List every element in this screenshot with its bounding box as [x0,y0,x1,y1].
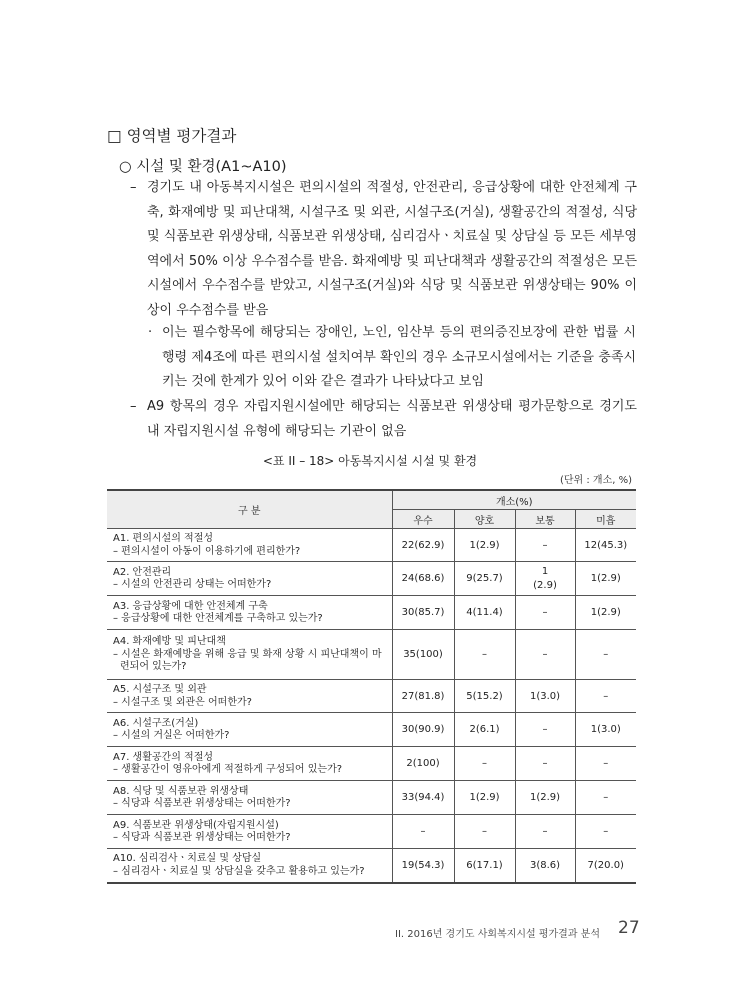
item-title: A1. 편의시설의 적절성 [113,533,214,544]
table-row [107,680,636,713]
paragraph-summary-text: 경기도 내 아동복지시설은 편의시설의 적절성, 안전관리, 응급상황에 대한 안전체계 구축, 화재예방 및 피난대책, 시설구조 및 외관, 시설구조(거실), 생활공간의 적절성, 식당 및 식품보관 위생상태, 식품보관 위생상태, 심리검사ㆍ치료실 및 상담실 등 모든 세부영역에서 50% 이상 우수점수를 받음. 화재예방 및 피난대책과 생활공간의 적절성은 모든 시설에서 우수점수를 받았고, 시설구조(거실)와 식당 및 식품보관 위생상태는 90% 이상이 우수점수를 받음 [147,180,637,318]
value-cell: 24(68.6) [392,562,454,596]
item-title: A6. 시설구조(거실) [113,717,199,729]
header-item: 구 분 [107,490,392,529]
value-cell: 19(54.3) [392,849,454,883]
value-cell: 2(6.1) [454,713,515,747]
column-header: 미흡 [575,510,636,529]
value-cell: 2(100) [392,747,454,781]
item-question: – 편의시설이 아동이 이용하기에 편리한가? [113,545,301,557]
item-cell [107,630,392,680]
running-title: II. 2016년 경기도 사회복지시설 평가결과 분석 [395,929,600,940]
table-row [107,529,636,562]
evaluation-table [107,489,636,884]
value-cell: – [575,815,636,849]
value-cell: 33(94.4) [392,781,454,815]
item-title: A9. 식품보관 위생상태(자립지원시설) [113,819,279,831]
dash-bullet: – [130,180,137,195]
value-cell: 7(20.0) [575,849,636,883]
value-cell: – [575,680,636,713]
item-title: A4. 화재예방 및 피난대책 [113,636,226,648]
item-question: – 식당과 식품보관 위생상태는 어떠한가? [113,798,291,809]
item-question: – 심리검사ㆍ치료실 및 상담실을 갖추고 활용하고 있는가? [113,865,365,877]
value-cell: 5(15.2) [454,680,515,713]
item-title: A5. 시설구조 및 외관 [113,684,207,695]
table-row [107,781,636,815]
paragraph-summary [130,176,650,323]
column-header: 우수 [392,510,454,529]
value-cell: 30(90.9) [392,713,454,747]
dot-bullet: · [148,325,153,340]
section-heading: □ 영역별 평가결과 [107,127,237,145]
item-cell [107,747,392,781]
item-title: A2. 안전관리 [113,566,172,578]
table-row [107,713,636,747]
column-header: 보통 [515,510,575,529]
item-question: – 시설의 안전관리 상태는 어떠한가? [113,579,272,590]
value-cell: 1(3.0) [515,680,575,713]
subsection-heading: ○ 시설 및 환경(A1~A10) [119,159,287,175]
value-cell: 4(11.4) [454,596,515,630]
item-title: A7. 생활공간의 적절성 [113,751,214,763]
value-cell: – [392,815,454,849]
item-question: – 식당과 식품보관 위생상태는 어떠한가? [113,832,291,843]
paragraph-note [148,321,648,395]
item-cell [107,815,392,849]
item-question: – 시설은 화재예방을 위해 응급 및 화재 상황 시 피난대책이 마련되어 있는가? [113,648,382,673]
table-row [107,815,636,849]
value-cell: 1(2.9) [515,781,575,815]
table-row [107,849,636,883]
item-question: – 시설구조 및 외관은 어떠한가? [113,696,252,708]
page-number: 27 [618,918,640,938]
item-cell [107,849,392,883]
value-cell: – [515,747,575,781]
paragraph-a9-text: A9 항목의 경우 자립지원시설에만 해당되는 식품보관 위생상태 평가문항으로 경기도 내 자립지원시설 유형에 해당되는 기관이 없음 [147,399,637,439]
value-cell: – [454,747,515,781]
value-cell: 22(62.9) [392,529,454,562]
value-cell: – [515,529,575,562]
value-cell: – [515,713,575,747]
item-question: – 시설의 거실은 어떠한가? [113,730,230,741]
item-cell [107,713,392,747]
value-cell: – [575,630,636,680]
value-cell: 30(85.7) [392,596,454,630]
item-title: A8. 식당 및 식품보관 위생상태 [113,785,249,797]
value-cell: 1(2.9) [575,562,636,596]
value-cell: 1(2.9) [575,596,636,630]
column-header: 양호 [454,510,515,529]
table-row [107,596,636,630]
value-cell: 1 (2.9) [515,562,575,596]
item-question: – 생활공간이 영유아에게 적절하게 구성되어 있는가? [113,764,343,775]
item-question: – 응급상황에 대한 안전체계를 구축하고 있는가? [113,613,323,624]
value-cell: 1(2.9) [454,781,515,815]
table-row [107,630,636,680]
table-unit: (단위 : 개소, %) [559,475,632,486]
value-cell: – [515,630,575,680]
header-group: 개소(%) [392,490,636,510]
table-row [107,562,636,596]
item-cell [107,562,392,596]
value-cell: 35(100) [392,630,454,680]
value-cell: 9(25.7) [454,562,515,596]
value-cell: 27(81.8) [392,680,454,713]
table-caption: <표 II – 18> 아동복지시설 시설 및 환경 [262,454,478,468]
value-cell: – [454,630,515,680]
value-cell: 3(8.6) [515,849,575,883]
paragraph-note-text: 이는 필수항목에 해당되는 장애인, 노인, 임산부 등의 편의증진보장에 관한 법률 시행령 제4조에 따른 편의시설 설치여부 확인의 경우 소규모시설에서는 기준을 충족시키는 것에 한계가 있어 이와 같은 결과가 나타났다고 보임 [162,325,636,389]
value-cell: 12(45.3) [575,529,636,562]
item-cell [107,680,392,713]
value-cell: – [575,781,636,815]
paragraph-a9 [130,395,650,444]
item-cell [107,596,392,630]
item-title: A10. 심리검사ㆍ치료실 및 상담실 [113,853,262,865]
value-cell: – [454,815,515,849]
value-cell: 1(2.9) [454,529,515,562]
table-row [107,747,636,781]
value-cell: – [515,596,575,630]
value-cell: – [575,747,636,781]
value-cell: 1(3.0) [575,713,636,747]
dash-bullet: – [130,399,137,414]
item-cell [107,529,392,562]
item-cell [107,781,392,815]
value-cell: 6(17.1) [454,849,515,883]
value-cell: – [515,815,575,849]
item-title: A3. 응급상황에 대한 안전체계 구축 [113,600,268,612]
